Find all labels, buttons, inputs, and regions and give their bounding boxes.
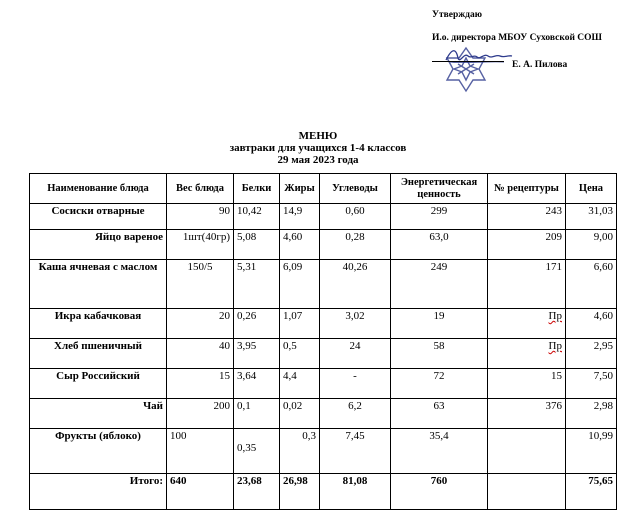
- dish-protein: 5,08: [234, 230, 280, 260]
- table-row: [30, 369, 617, 399]
- dish-price: 9,00: [566, 230, 617, 260]
- dish-fat: 14,9: [280, 204, 320, 230]
- dish-fat: 4,60: [280, 230, 320, 260]
- header-weight: Вес блюда: [167, 174, 234, 204]
- dish-weight: 1шт(40гр): [167, 230, 234, 260]
- dish-carbs: 0,60: [320, 204, 391, 230]
- dish-energy: 72: [391, 369, 488, 399]
- header-energy: Энергетическая ценность: [391, 174, 488, 204]
- dish-carbs: 7,45: [320, 429, 391, 474]
- dish-fat: 6,09: [280, 260, 320, 309]
- approval-title: Утверждаю: [432, 10, 482, 20]
- dish-energy: 299: [391, 204, 488, 230]
- dish-name: Икра кабачковая: [30, 309, 167, 339]
- total-label: Итого:: [30, 474, 167, 510]
- menu-title: МЕНЮ: [298, 130, 338, 142]
- total-recipe: [488, 474, 566, 510]
- total-weight: 640: [167, 474, 234, 510]
- dish-protein: 3,64: [234, 369, 280, 399]
- dish-energy: 35,4: [391, 429, 488, 474]
- dish-weight: 40: [167, 339, 234, 369]
- dish-price: 10,99: [566, 429, 617, 474]
- dish-energy: 63: [391, 399, 488, 429]
- dish-weight: 15: [167, 369, 234, 399]
- dish-recipe: 376: [488, 399, 566, 429]
- dish-recipe: 15: [488, 369, 566, 399]
- dish-weight: 100: [167, 429, 234, 474]
- dish-protein: 5,31: [234, 260, 280, 309]
- dish-energy: 63,0: [391, 230, 488, 260]
- dish-price: 6,60: [566, 260, 617, 309]
- dish-fat: 0,5: [280, 339, 320, 369]
- menu-table: [29, 173, 617, 510]
- total-fat: 26,98: [280, 474, 320, 510]
- dish-protein: 0,35: [234, 429, 280, 474]
- dish-name: Сыр Российский: [30, 369, 167, 399]
- header-fat: Жиры: [280, 174, 320, 204]
- dish-weight: 200: [167, 399, 234, 429]
- dish-price: 2,98: [566, 399, 617, 429]
- header-dish-name: Наименование блюда: [30, 174, 167, 204]
- dish-energy: 249: [391, 260, 488, 309]
- dish-protein: 3,95: [234, 339, 280, 369]
- header-recipe: № рецептуры: [488, 174, 566, 204]
- table-row: [30, 260, 617, 309]
- dish-protein: 10,42: [234, 204, 280, 230]
- dish-fat: 0,3: [280, 429, 320, 474]
- approval-director-name: Е. А. Пилова: [512, 60, 568, 70]
- total-carbs: 81,08: [320, 474, 391, 510]
- dish-carbs: 24: [320, 339, 391, 369]
- table-row: [30, 230, 617, 260]
- total-price: 75,65: [566, 474, 617, 510]
- dish-recipe: 209: [488, 230, 566, 260]
- director-signature: [444, 44, 514, 68]
- dish-name: Яйцо вареное: [30, 230, 167, 260]
- total-protein: 23,68: [234, 474, 280, 510]
- total-energy: 760: [391, 474, 488, 510]
- header-protein: Белки: [234, 174, 280, 204]
- dish-weight: 150/5: [167, 260, 234, 309]
- header-price: Цена: [566, 174, 617, 204]
- dish-name: Хлеб пшеничный: [30, 339, 167, 369]
- dish-recipe: 171: [488, 260, 566, 309]
- menu-date: 29 мая 2023 года: [277, 154, 359, 166]
- dish-price: 4,60: [566, 309, 617, 339]
- dish-carbs: 3,02: [320, 309, 391, 339]
- menu-subtitle: завтраки для учащихся 1-4 классов: [229, 142, 407, 154]
- dish-name: Сосиски отварные: [30, 204, 167, 230]
- dish-price: 7,50: [566, 369, 617, 399]
- dish-recipe: [488, 339, 566, 369]
- signature-line: [432, 61, 504, 62]
- dish-energy: 58: [391, 339, 488, 369]
- dish-price: 2,95: [566, 339, 617, 369]
- table-row: [30, 429, 617, 474]
- dish-fat: 4,4: [280, 369, 320, 399]
- dish-carbs: 40,26: [320, 260, 391, 309]
- dish-protein: 0,1: [234, 399, 280, 429]
- table-header-row: [30, 174, 617, 204]
- header-carbs: Углеводы: [320, 174, 391, 204]
- dish-energy: 19: [391, 309, 488, 339]
- dish-recipe-code: Пр: [548, 310, 562, 322]
- dish-carbs: 0,28: [320, 230, 391, 260]
- dish-recipe: 243: [488, 204, 566, 230]
- dish-name: Чай: [30, 399, 167, 429]
- table-row: [30, 339, 617, 369]
- dish-fat: 0,02: [280, 399, 320, 429]
- table-row: [30, 399, 617, 429]
- dish-name: Каша ячневая с маслом: [30, 260, 167, 309]
- table-row: [30, 309, 617, 339]
- dish-recipe: [488, 429, 566, 474]
- dish-carbs: 6,2: [320, 399, 391, 429]
- dish-protein: 0,26: [234, 309, 280, 339]
- dish-price: 31,03: [566, 204, 617, 230]
- dish-carbs: -: [320, 369, 391, 399]
- table-row: [30, 204, 617, 230]
- table-total-row: [30, 474, 617, 510]
- dish-recipe: [488, 309, 566, 339]
- dish-recipe-code: Пр: [548, 340, 562, 352]
- dish-name: Фрукты (яблоко): [30, 429, 167, 474]
- approval-position: И.о. директора МБОУ Суховской СОШ: [432, 33, 602, 43]
- dish-fat: 1,07: [280, 309, 320, 339]
- dish-weight: 20: [167, 309, 234, 339]
- dish-weight: 90: [167, 204, 234, 230]
